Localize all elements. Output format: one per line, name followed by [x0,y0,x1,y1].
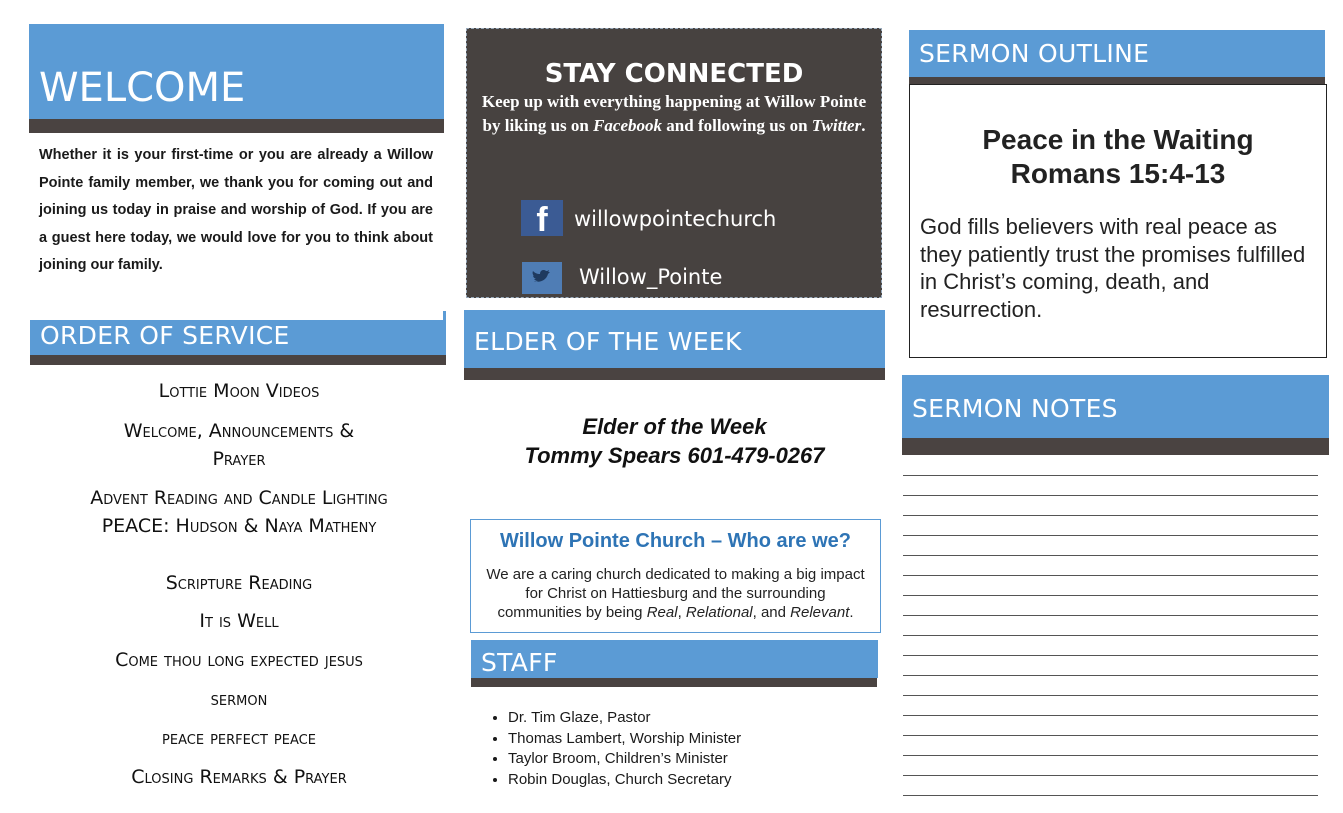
note-line [903,755,1318,756]
sermon-notes-title: SERMON NOTES [912,394,1118,423]
note-line [903,575,1318,576]
who-real: Real [646,604,678,621]
note-line [903,615,1318,616]
staff-banner [471,640,878,678]
staff-dark-bar [471,678,877,687]
note-line [903,655,1318,656]
service-item: Advent Reading and Candle Lighting [90,487,388,509]
twitter-handle[interactable]: Willow_Pointe [579,265,723,289]
elder-banner-title: ELDER OF THE WEEK [474,327,742,356]
note-line [903,555,1318,556]
who-relational: Relational [685,604,753,621]
sermon-outline-banner [909,30,1325,77]
service-item: Welcome, Announcements & [123,420,355,442]
who-relevant: Relevant [790,604,850,621]
elder-dark-bar [464,368,885,380]
service-item: PEACE: Hudson & Naya Matheny [101,515,377,537]
sermon-scripture: Romans 15:4-13 [1010,158,1226,189]
staff-member: • Taylor Broom, Children’s Minister [508,749,741,770]
sermon-notes-banner [902,375,1329,438]
service-item: Closing Remarks & Prayer [131,766,347,788]
order-banner-edge [443,311,446,355]
twitter-icon[interactable] [522,262,562,294]
staff-member: • Dr. Tim Glaze, Pastor [508,708,741,729]
welcome-dark-bar [29,119,444,133]
facebook-icon[interactable]: f [521,200,563,236]
facebook-handle[interactable]: willowpointechurch [574,207,777,231]
service-item: Scripture Reading [165,572,313,594]
staff-member: • Robin Douglas, Church Secretary [508,770,741,791]
twitter-word: Twitter [811,116,862,135]
order-of-service-list [29,375,449,795]
note-line [903,515,1318,516]
sermon-notes-dark-bar [902,438,1329,455]
who-end: . [849,604,854,621]
staff-member: • Thomas Lambert, Worship Minister [508,729,741,750]
note-line [903,535,1318,536]
service-item: Prayer [212,448,266,470]
elder-of-week-text [464,412,885,470]
note-line [903,735,1318,736]
sermon-outline-title: SERMON OUTLINE [919,39,1150,68]
stay-text-part: Keep up with everything happening at Willow Pointe by liking us on [481,92,867,135]
elder-banner [464,310,885,368]
sermon-summary: God fills believers with real peace as they patiently trust the promises fulfilled in Christ’s coming, death, and resurrection. [920,214,1306,322]
who-are-we-box [470,519,881,633]
facebook-word: Facebook [593,116,663,135]
note-line [903,775,1318,776]
note-line [903,635,1318,636]
note-line [903,675,1318,676]
note-line [903,475,1318,476]
sermon-outline-box [909,84,1327,358]
order-dark-bar [30,355,446,365]
staff-list [472,708,741,790]
note-line [903,595,1318,596]
service-item: Come thou long expected jesus [115,649,363,671]
stay-connected-text [477,90,871,138]
note-line [903,795,1318,796]
welcome-title: WELCOME [39,65,246,111]
service-item: Lottie Moon Videos [158,380,320,402]
note-line [903,695,1318,696]
who-are-we-text [483,565,868,622]
who-sep: , [677,604,686,621]
sermon-title: Peace in the Waiting [982,124,1254,155]
who-are-we-title: Willow Pointe Church – Who are we? [500,530,851,552]
who-sep: , and [752,604,791,621]
staff-title: STAFF [481,648,558,677]
order-of-service-title: ORDER OF SERVICE [40,321,290,350]
stay-text-part: . [861,116,866,135]
service-item: sermon [210,688,268,710]
elder-name-phone: Tommy Spears 601-479-0267 [524,443,825,468]
note-line [903,495,1318,496]
welcome-text: Whether it is your first-time or you are already a Willow Pointe family member, we thank you for coming out and joining us today in praise and worship of God. If you are a guest here today, we would love for you to think about joining our family. [39,147,433,273]
welcome-banner [29,24,444,119]
who-text-part: We are a caring church dedicated to making a big impact for Christ on Hattiesburg and the surrounding communities by being [486,566,865,621]
service-item: peace perfect peace [162,727,316,749]
stay-text-part: and following us on [662,116,812,135]
stay-connected-box [466,28,882,298]
order-of-service-banner [30,320,445,355]
stay-connected-title: STAY CONNECTED [544,59,804,89]
service-item: It is Well [199,610,279,632]
elder-line1: Elder of the Week [582,414,767,439]
note-line [903,715,1318,716]
